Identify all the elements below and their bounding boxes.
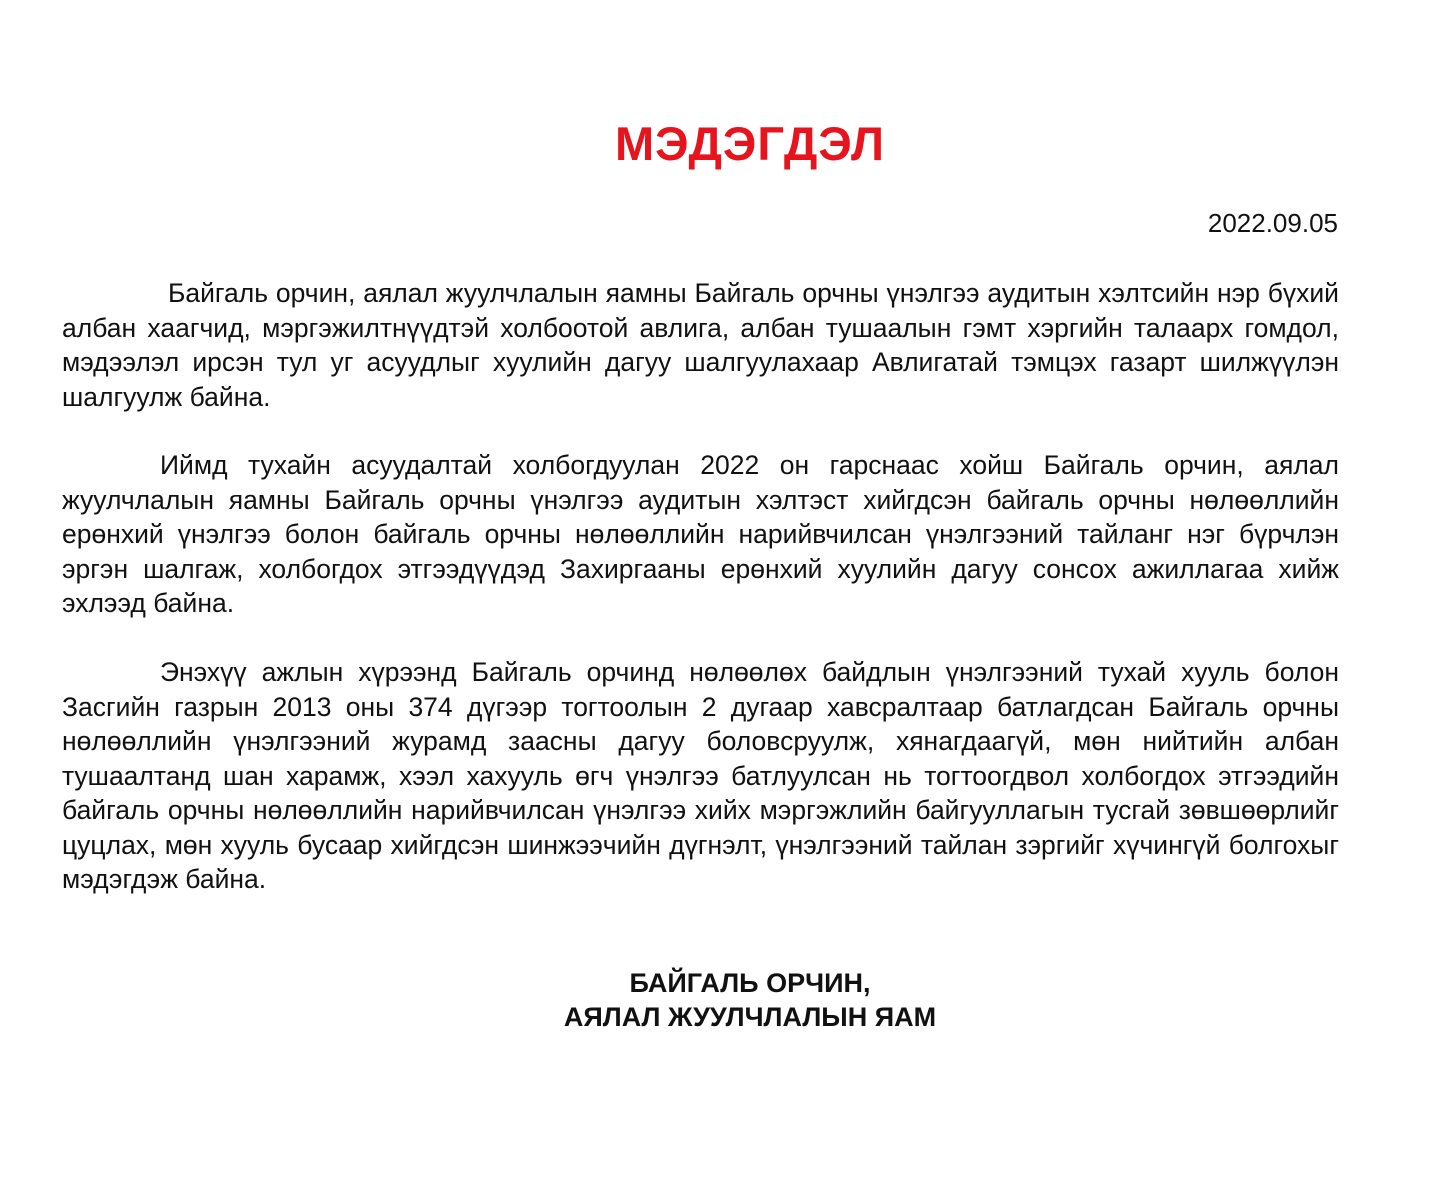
signature-block xyxy=(0,966,1440,1034)
paragraph-2: Иймд тухайн асуудалтай холбогдуулан 2022 он гарснаас хойш Байгаль орчин, аялал жуулчлалын яамны Байгаль орчны үнэлгээ аудитын хэлтэст хийгдсэн байгаль орчны нөлөөллийн ерөнхий үнэлгээ болон байгаль орчны нөлөөллийн нарийвчилсан үнэлгээний тайланг нэг бүрчлэн эргэн шалгаж, холбогдох этгээдүүдэд Захиргааны ерөнхий хуулийн дагуу сонсох ажиллагаа хийж эхлээд байна. xyxy=(62,450,1339,618)
notice-title: МЭДЭГДЭЛ xyxy=(615,117,885,170)
paragraph-3: Энэхүү ажлын хүрээнд Байгаль орчинд нөлөөлөх байдлын үнэлгээний тухай хууль болон Засгийн газрын 2013 оны 374 дүгээр тогтоолын 2 дугаар хавсралтаар батлагдсан Байгаль орчны нөлөөллийн үнэлгээний журамд заасны дагуу боловсруулж, хянагдаагүй, мөн нийтийн албан тушаалтанд шан харамж, хээл хахууль өгч үнэлгээ батлуулсан нь тогтоогдвол холбогдох этгээдийн байгаль орчны нөлөөллийн нарийвчилсан үнэлгээ хийх мэргэжлийн байгууллагын тусгай зөвшөөрлийг цуцлах, мөн хууль бусаар хийгдсэн шинжээчийн дүгнэлт, үнэлгээний тайлан зэргийг хүчингүй болгохыг мэдэгдэж байна. xyxy=(62,657,1339,894)
signature-line-1: БАЙГАЛЬ ОРЧИН, xyxy=(629,968,871,998)
notice-date: 2022.09.05 xyxy=(1207,208,1338,238)
signature-line-2: АЯЛАЛ ЖУУЛЧЛАЛЫН ЯАМ xyxy=(563,1002,937,1032)
paragraph-1: Байгаль орчин, аялал жуулчлалын яамны Байгаль орчны үнэлгээ аудитын хэлтсийн нэр бүхий албан хаагчид, мэргэжилтнүүдтэй холбоотой авлига, албан тушаалын гэмт хэргийн талаарх гомдол, мэдээлэл ирсэн тул уг асуудлыг хуулийн дагуу шалгуулахаар Авлигатай тэмцэх газарт шилжүүлэн шалгуулж байна. xyxy=(62,278,1339,412)
